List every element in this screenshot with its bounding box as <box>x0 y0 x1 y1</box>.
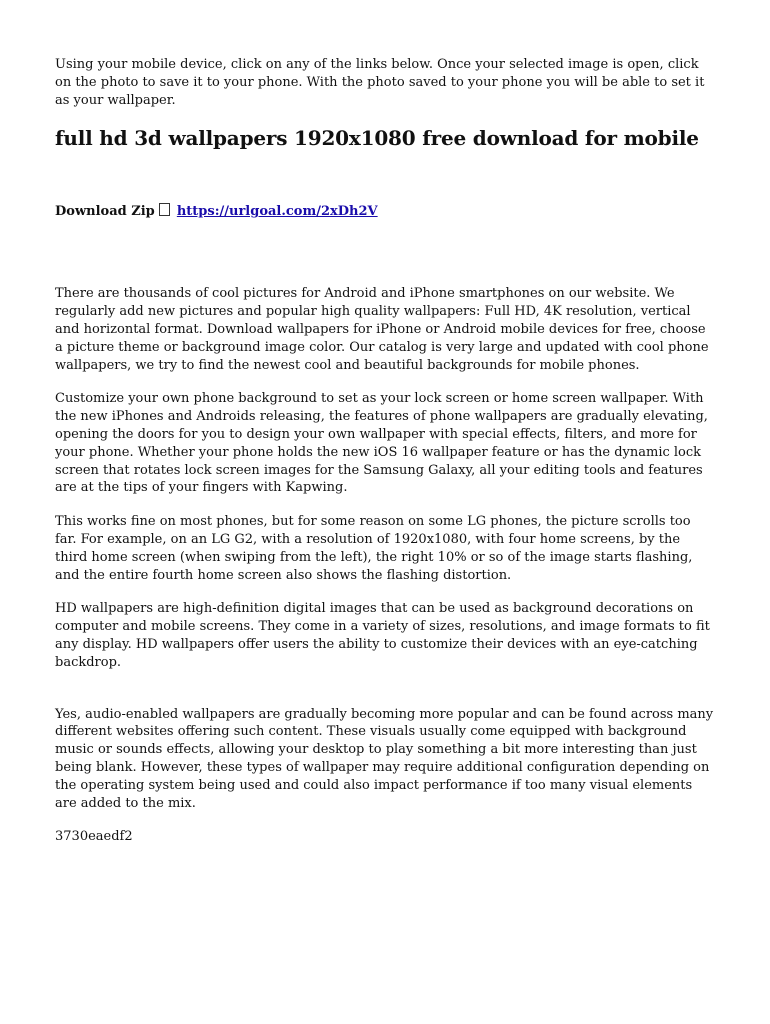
hash-code: 3730eaedf2 <box>55 829 133 845</box>
paragraph-3: This works fine on most phones, but for some reason on some LG phones, the picture scrolls too far. For example, on an LG G2, with a resolution of 1920x1080, with four home screens, by the third home screen (when swiping from the left), the right 10% or so of the image starts flashing, and the entire fourth home screen also shows the flashing distortion. <box>55 514 693 583</box>
page-title: full hd 3d wallpapers 1920x1080 free download for mobile <box>55 126 699 151</box>
paragraph-2: Customize your own phone background to set as your lock screen or home screen wallpaper. With the new iPhones and Androids releasing, the features of phone wallpapers are gradually elevating, opening the doors for you to design your own wallpaper with special effects, filters, and more for your phone. Whether your phone holds the new iOS 16 wallpaper feature or has the dynamic lock screen that rotates lock screen images for the Samsung Galaxy, all your editing tools and features are at the tips of your fingers with Kapwing. <box>55 391 708 496</box>
missing-glyph-icon <box>159 203 170 216</box>
paragraph-4: HD wallpapers are high-definition digital images that can be used as background decorations on computer and mobile screens. They come in a variety of sizes, resolutions, and image formats to fit any display. HD wallpapers offer users the ability to customize their devices with an eye-catching backdrop. <box>55 601 710 670</box>
download-line <box>55 203 714 221</box>
paragraph-1: There are thousands of cool pictures for Android and iPhone smartphones on our website. We regularly add new pictures and popular high quality wallpapers: Full HD, 4K resolution, vertical and horizontal format. Download wallpapers for iPhone or Android mobile devices for free, choose a picture theme or background image color. Our catalog is very large and updated with cool phone wallpapers, we try to find the newest cool and beautiful backgrounds for mobile phones. <box>55 286 709 373</box>
intro-paragraph: Using your mobile device, click on any of the links below. Once your selected image is open, click on the photo to save it to your phone. With the photo saved to your phone you will be able to set it as your wallpaper. <box>55 57 705 108</box>
paragraph-5: Yes, audio-enabled wallpapers are gradually becoming more popular and can be found across many different websites offering such content. These visuals usually come equipped with background music or sounds effects, allowing your desktop to play something a bit more interesting than just being blank. However, these types of wallpaper may require additional configuration depending on the operating system being used and could also impact performance if too many visual elements are added to the mix. <box>55 706 714 811</box>
download-link[interactable]: https://urlgoal.com/2xDh2V <box>176 204 378 220</box>
download-label: Download Zip <box>55 204 155 220</box>
